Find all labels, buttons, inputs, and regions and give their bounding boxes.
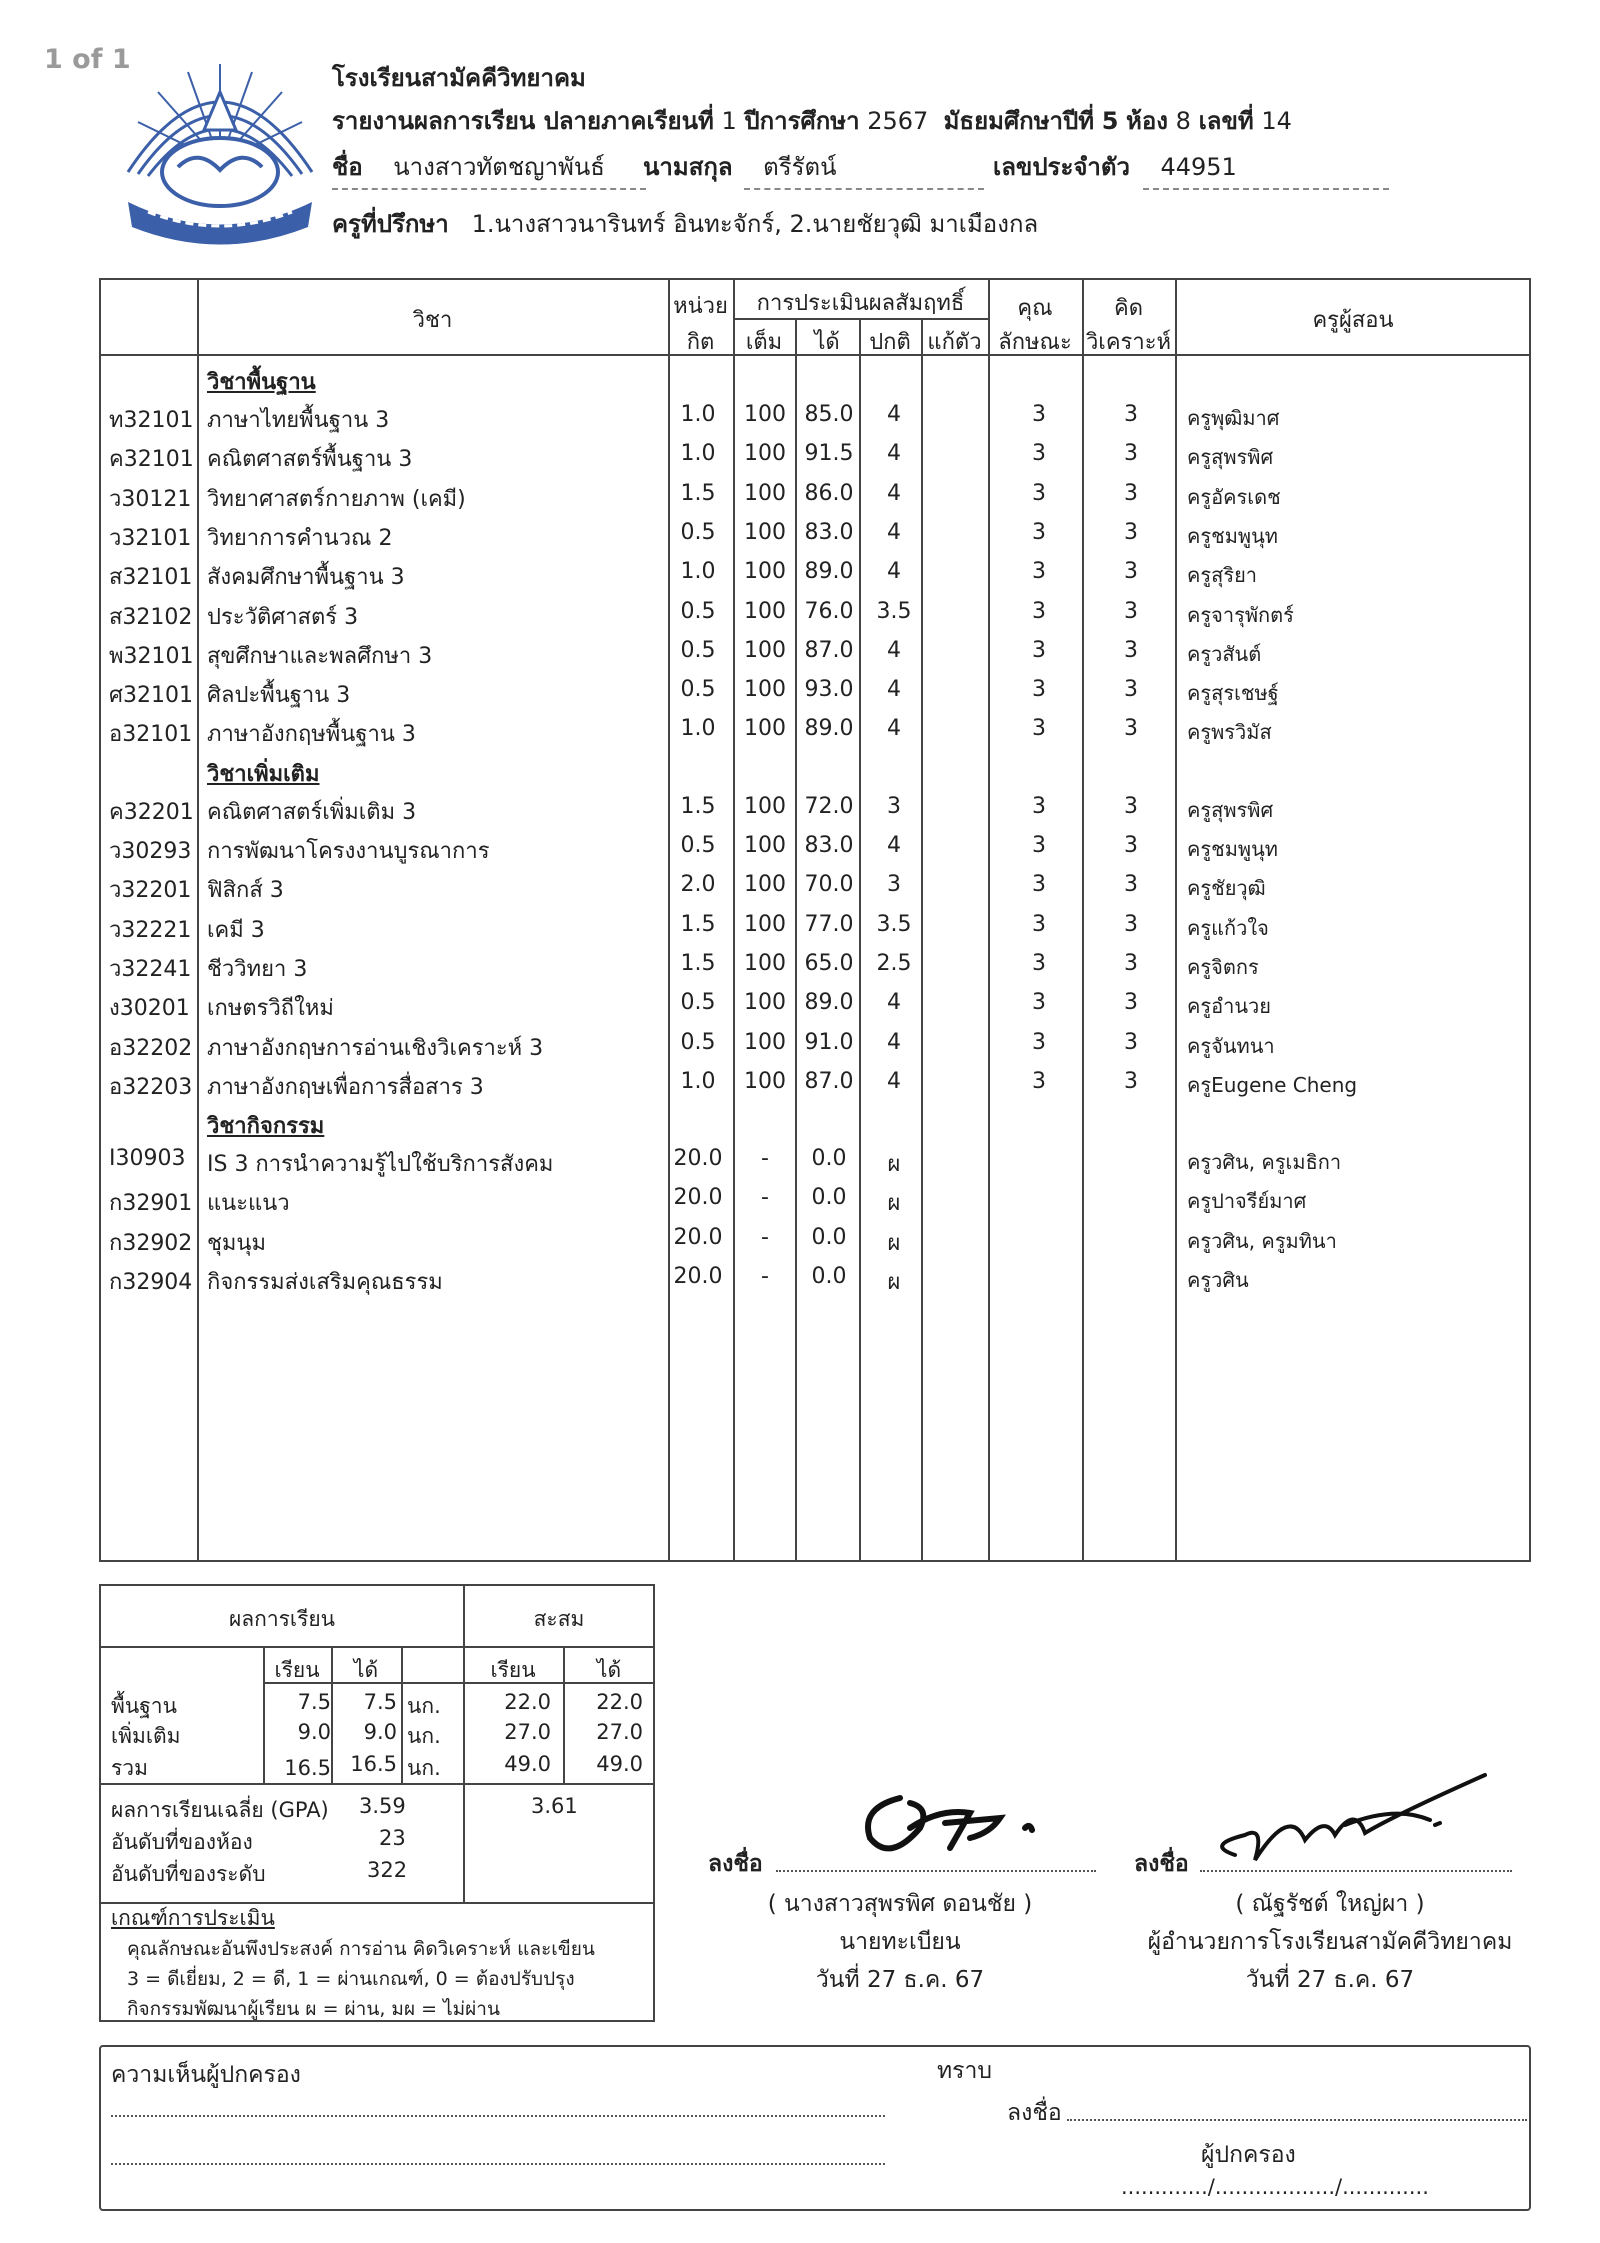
class-rank-label: อันดับที่ของห้อง (111, 1830, 253, 1854)
cell-name: เคมี 3 (207, 917, 265, 943)
cell-name: ภาษาอังกฤษการอ่านเชิงวิเคราะห์ 3 (207, 1035, 544, 1061)
grades-table (99, 278, 1531, 1562)
cell-name: ศิลปะพื้นฐาน 3 (207, 683, 351, 709)
table-row (101, 475, 1533, 513)
cell-teacher: ครูชมพูนุท (1187, 523, 1278, 548)
cell-credit: 0.5 (680, 598, 716, 624)
header-teacher: ครูผู้สอน (1312, 308, 1394, 333)
table-row (101, 1219, 1533, 1257)
cell-full: 100 (744, 441, 786, 467)
cell-char: 3 (1032, 559, 1046, 585)
level-rank-value: 322 (367, 1858, 408, 1882)
cell-full: 100 (744, 950, 786, 976)
cell-got: 89.0 (804, 990, 854, 1016)
cell-think: 3 (1124, 872, 1138, 898)
cell-name: ภาษาไทยพื้นฐาน 3 (207, 408, 390, 433)
cell-got: 87.0 (804, 1068, 854, 1094)
cell-think: 3 (1124, 598, 1138, 624)
cell-normal: ผ (887, 1191, 901, 1217)
summary-cum_studied: 22.0 (504, 1690, 551, 1714)
cell-got: 72.0 (804, 793, 854, 819)
cell-think: 3 (1124, 950, 1138, 976)
cell-code: ว32201 (109, 878, 192, 904)
cell-credit: 1.0 (680, 1068, 716, 1094)
cell-teacher: ครูพุฒิมาศ (1187, 406, 1280, 430)
director-name: ( ณัฐรัชต์ ใหญ่ผา ) (1235, 1891, 1425, 1917)
cell-name: คณิตศาสตร์เพิ่มเติม 3 (207, 799, 417, 825)
table-row (101, 788, 1533, 826)
cell-code: ว30121 (109, 486, 192, 512)
cell-name: กิจกรรมส่งเสริมคุณธรรม (207, 1270, 443, 1295)
cell-think: 3 (1124, 1068, 1138, 1094)
cell-code: ว32241 (109, 956, 192, 982)
cell-normal: 4 (887, 1029, 901, 1055)
acknowledged-label: ทราบ (937, 2058, 993, 2084)
cell-credit: 0.5 (680, 677, 716, 703)
cell-name: วิทยาศาสตร์กายภาพ (เคมี) (207, 486, 466, 512)
cell-teacher: ครูชมพูนุท (1187, 837, 1278, 861)
cell-name: วิทยาการคำนวณ 2 (207, 525, 393, 551)
cell-teacher: ครูอัครเดช (1187, 484, 1281, 509)
summary-cum_studied: 49.0 (504, 1752, 551, 1776)
cell-normal: 4 (887, 559, 901, 585)
cell-code: ส32101 (109, 565, 193, 591)
summary-earned: 9.0 (363, 1720, 397, 1744)
advisor-names: 1.นางสาวนารินทร์ อินทะจักร์, 2.นายชัยวุฒิ มาเมืองกล (471, 210, 1039, 238)
cell-credit: 1.0 (680, 441, 716, 467)
cell-got: 0.0 (811, 1185, 847, 1211)
cumulative-header: สะสม (533, 1607, 585, 1631)
table-row (101, 396, 1533, 434)
parent-sign-line[interactable] (1067, 2119, 1527, 2121)
summary-label: รวม (111, 1756, 148, 1780)
cell-credit: 0.5 (680, 990, 716, 1016)
cell-name: ชุมนุม (207, 1230, 266, 1256)
cell-got: 83.0 (804, 519, 854, 545)
cum-studied-header: เรียน (490, 1658, 536, 1682)
results-header: ผลการเรียน (228, 1607, 336, 1631)
surname-underline (744, 188, 984, 190)
header-credit-2: กิต (686, 330, 715, 355)
cell-name: คณิตศาสตร์พื้นฐาน 3 (207, 447, 413, 473)
summary-unit: นก. (407, 1694, 441, 1718)
cell-teacher: ครูอำนวย (1187, 994, 1271, 1019)
cell-credit: 20.0 (673, 1264, 723, 1289)
cell-name: แนะแนว (207, 1191, 290, 1217)
summary-cum_earned: 49.0 (596, 1752, 643, 1776)
cell-credit: 0.5 (680, 1029, 716, 1055)
cell-code: I30903 (109, 1146, 186, 1172)
section-title: วิชาเพิ่มเติม (207, 761, 320, 787)
cell-got: 70.0 (804, 872, 854, 898)
header-assessment: การประเมินผลสัมฤทธิ์ (756, 291, 965, 316)
cell-char: 3 (1032, 950, 1046, 976)
cell-char: 3 (1032, 480, 1046, 506)
student-surname: ตรีรัตน์ (763, 153, 837, 181)
cell-got: 83.0 (804, 833, 854, 858)
cell-got: 0.0 (811, 1146, 847, 1172)
table-row (101, 1140, 1533, 1178)
summary-cum_studied: 27.0 (504, 1720, 551, 1744)
cell-normal: 4 (887, 441, 901, 467)
cell-teacher: ครูEugene Cheng (1187, 1072, 1358, 1097)
cell-code: ค32201 (109, 799, 194, 825)
summary-label: พื้นฐาน (111, 1694, 177, 1718)
cell-teacher: ครูปาจรีย์มาศ (1187, 1189, 1307, 1214)
school-name: โรงเรียนสามัคคีวิทยาคม (332, 64, 586, 92)
cell-full: 100 (744, 519, 786, 545)
header-subject: วิชา (412, 308, 453, 333)
cell-char: 3 (1032, 872, 1046, 898)
cell-credit: 1.5 (680, 911, 716, 937)
director-title: ผู้อำนวยการโรงเรียนสามัคคีวิทยาคม (1147, 1929, 1513, 1955)
table-row (101, 671, 1533, 709)
cell-credit: 1.0 (680, 559, 716, 585)
cell-code: ท32101 (109, 408, 194, 433)
cum-gpa-value: 3.61 (531, 1794, 578, 1818)
cell-think: 3 (1124, 1029, 1138, 1055)
cell-got: 77.0 (804, 911, 854, 937)
registrar-signature (850, 1768, 1080, 1868)
cell-full: 100 (744, 480, 786, 506)
cell-got: 89.0 (804, 559, 854, 585)
cell-normal: ผ (887, 1270, 901, 1295)
summary-unit: นก. (407, 1756, 441, 1780)
registrar-date: วันที่ 27 ธ.ค. 67 (815, 1967, 985, 1993)
gpa-label: ผลการเรียนเฉลี่ย (GPA) (111, 1798, 329, 1822)
cell-char: 3 (1032, 1029, 1046, 1055)
cell-credit: 0.5 (680, 519, 716, 545)
cell-think: 3 (1124, 402, 1138, 427)
gpa-value: 3.59 (359, 1794, 406, 1818)
table-row (101, 553, 1533, 591)
cell-full: - (761, 1264, 769, 1289)
cell-full: - (761, 1185, 769, 1211)
student-id: 44951 (1160, 153, 1237, 181)
cell-got: 89.0 (804, 716, 854, 742)
parent-date-line: ............./................../............. (1121, 2175, 1429, 2199)
cell-code: ก32902 (109, 1230, 193, 1256)
registrar-name: ( นางสาวสุพรพิศ ดอนชัย ) (767, 1891, 1033, 1917)
cell-got: 86.0 (804, 480, 854, 506)
cell-char: 3 (1032, 911, 1046, 937)
cell-teacher: ครูสุรเชษฐ์ (1187, 681, 1279, 706)
cell-think: 3 (1124, 677, 1138, 703)
cell-credit: 1.5 (680, 950, 716, 976)
cell-code: ว32221 (109, 917, 192, 943)
cell-normal: 4 (887, 990, 901, 1016)
table-row (101, 710, 1533, 748)
cell-got: 0.0 (811, 1224, 847, 1250)
cell-credit: 20.0 (673, 1185, 723, 1211)
cell-code: ศ32101 (109, 683, 193, 709)
cell-char: 3 (1032, 598, 1046, 624)
cell-normal: ผ (887, 1230, 901, 1256)
summary-label: เพิ่มเติม (111, 1724, 181, 1748)
table-row (101, 945, 1533, 983)
director-date: วันที่ 27 ธ.ค. 67 (1245, 1967, 1415, 1993)
table-row (101, 906, 1533, 944)
table-row (101, 435, 1533, 473)
cell-char: 3 (1032, 519, 1046, 545)
cell-got: 85.0 (804, 402, 854, 427)
cell-got: 65.0 (804, 950, 854, 976)
summary-studied: 16.5 (284, 1756, 331, 1780)
header-credit: หน่วย (673, 294, 728, 319)
criteria-line-1: คุณลักษณะอันพึงประสงค์ การอ่าน คิดวิเคราะห์ และเขียน (127, 1938, 595, 1960)
cell-teacher: ครูชัยวุฒิ (1187, 876, 1266, 901)
cell-think: 3 (1124, 911, 1138, 937)
cell-full: 100 (744, 598, 786, 624)
summary-studied: 7.5 (297, 1690, 331, 1714)
cell-credit: 20.0 (673, 1224, 723, 1250)
director-signature (1195, 1765, 1505, 1875)
parent-sign-label: ลงชื่อ (1007, 2100, 1062, 2126)
cell-credit: 20.0 (673, 1146, 723, 1172)
table-row (101, 984, 1533, 1022)
level-rank-label: อันดับที่ของระดับ (111, 1862, 266, 1886)
cell-full: 100 (744, 833, 786, 858)
cell-code: ว32101 (109, 525, 192, 551)
table-row (101, 593, 1533, 631)
cell-normal: 2.5 (876, 950, 912, 976)
cell-char: 3 (1032, 402, 1046, 427)
cell-normal: 4 (887, 637, 901, 663)
cell-credit: 1.5 (680, 480, 716, 506)
cell-char: 3 (1032, 637, 1046, 663)
summary-unit: นก. (407, 1724, 441, 1748)
cell-teacher: ครูสุพรพิศ (1187, 445, 1274, 470)
cell-credit: 0.5 (680, 637, 716, 663)
cell-credit: 0.5 (680, 833, 716, 858)
cell-think: 3 (1124, 990, 1138, 1016)
cell-think: 3 (1124, 559, 1138, 585)
parent-title: ผู้ปกครอง (1201, 2142, 1296, 2168)
page-indicator: 1 of 1 (44, 44, 131, 75)
cell-full: 100 (744, 990, 786, 1016)
student-name-line: ชื่อ นางสาวทัตชญาพันธ์ (332, 153, 605, 181)
advisor-line: ครูที่ปรึกษา 1.นางสาวนารินทร์ อินทะจักร์, 2.นายชัยวุฒิ มาเมืองกล (332, 210, 1039, 238)
cell-name: สังคมศึกษาพื้นฐาน 3 (207, 565, 405, 591)
cell-code: อ32203 (109, 1074, 193, 1100)
id-line: เลขประจำตัว 44951 (993, 153, 1237, 181)
cell-char: 3 (1032, 990, 1046, 1016)
parent-opinion-label: ความเห็นผู้ปกครอง (111, 2062, 301, 2088)
cell-credit: 1.5 (680, 793, 716, 819)
director-sign-line (1200, 1870, 1512, 1872)
cell-teacher: ครูจันทนา (1187, 1033, 1275, 1058)
cell-got: 91.0 (804, 1029, 854, 1055)
cell-normal: 3 (887, 872, 901, 898)
table-row (101, 827, 1533, 865)
cell-full: 100 (744, 872, 786, 898)
cell-normal: 4 (887, 716, 901, 742)
summary-earned: 7.5 (363, 1690, 397, 1714)
cell-think: 3 (1124, 441, 1138, 467)
cell-normal: 4 (887, 833, 901, 858)
header-char-2: ลักษณะ (998, 330, 1072, 355)
cell-name: ภาษาอังกฤษเพื่อการสื่อสาร 3 (207, 1074, 484, 1100)
cell-full: 100 (744, 1068, 786, 1094)
report-title: รายงานผลการเรียน ปลายภาคเรียนที่ 1 ปีการศึกษา 2567 มัธยมศึกษาปีที่ 5 ห้อง 8 เลขที่ 14 (332, 107, 1292, 135)
student-name: นางสาวทัตชญาพันธ์ (393, 153, 605, 181)
cell-full: 100 (744, 716, 786, 742)
cell-code: ค32101 (109, 447, 194, 473)
cell-teacher: ครูสุพรพิศ (1187, 797, 1274, 822)
cell-think: 3 (1124, 716, 1138, 742)
name-underline (332, 188, 646, 190)
cell-normal: ผ (887, 1152, 901, 1178)
cell-normal: 4 (887, 402, 901, 427)
summary-studied: 9.0 (297, 1720, 331, 1744)
cell-char: 3 (1032, 1068, 1046, 1094)
studied-header: เรียน (274, 1658, 320, 1682)
cell-code: ง30201 (109, 996, 190, 1022)
registrar-sign-label: ลงชื่อ (708, 1851, 763, 1877)
cell-credit: 2.0 (680, 872, 716, 898)
cell-code: พ32101 (109, 643, 194, 669)
cell-char: 3 (1032, 677, 1046, 703)
cell-teacher: ครูจิตกร (1187, 954, 1259, 979)
criteria-line-3: กิจกรรมพัฒนาผู้เรียน ผ = ผ่าน, มผ = ไม่ผ่าน (127, 1998, 500, 2020)
section-title: วิชากิจกรรม (207, 1114, 325, 1140)
table-row (101, 632, 1533, 670)
cell-normal: 3.5 (876, 598, 912, 624)
header-normal: ปกติ (869, 330, 911, 355)
cell-got: 87.0 (804, 637, 854, 663)
cell-normal: 4 (887, 519, 901, 545)
cell-full: 100 (744, 637, 786, 663)
id-underline (1143, 188, 1389, 190)
cell-name: IS 3 การนำความรู้ไปใช้บริการสังคม (207, 1152, 554, 1178)
cell-think: 3 (1124, 519, 1138, 545)
cell-normal: 4 (887, 1068, 901, 1094)
cell-name: ภาษาอังกฤษพื้นฐาน 3 (207, 722, 416, 748)
cell-code: ก32904 (109, 1270, 193, 1295)
cell-code: ก32901 (109, 1191, 193, 1217)
cell-teacher: ครูสุริยา (1187, 563, 1258, 588)
parent-box (99, 2045, 1531, 2211)
cell-char: 3 (1032, 833, 1046, 858)
cell-code: อ32202 (109, 1035, 193, 1061)
header-fix: แก้ตัว (927, 330, 982, 355)
school-logo (108, 52, 332, 250)
cell-got: 91.5 (804, 441, 854, 467)
header-char: คุณ (1017, 296, 1053, 321)
table-row (101, 514, 1533, 552)
cell-think: 3 (1124, 833, 1138, 858)
summary-earned: 16.5 (350, 1752, 397, 1776)
cell-name: การพัฒนาโครงงานบูรณาการ (207, 839, 490, 864)
cell-got: 0.0 (811, 1264, 847, 1289)
cell-got: 93.0 (804, 677, 854, 703)
cell-think: 3 (1124, 637, 1138, 663)
cell-normal: 3 (887, 793, 901, 819)
cell-teacher: ครูวศิน (1187, 1268, 1249, 1292)
table-row (101, 1258, 1533, 1296)
header-think: คิด (1113, 296, 1143, 321)
cell-credit: 1.0 (680, 716, 716, 742)
cell-name: ฟิสิกส์ 3 (207, 878, 284, 904)
header-got: ได้ (814, 330, 840, 355)
cell-full: 100 (744, 1029, 786, 1055)
cell-full: 100 (744, 911, 786, 937)
cell-full: - (761, 1224, 769, 1250)
cum-earned-header: ได้ (596, 1658, 622, 1682)
registrar-title: นายทะเบียน (839, 1929, 961, 1955)
registrar-sign-line (776, 1870, 1096, 1872)
cell-code: ส32102 (109, 604, 193, 630)
table-row (101, 866, 1533, 904)
cell-got: 76.0 (804, 598, 854, 624)
cell-think: 3 (1124, 793, 1138, 819)
earned-header: ได้ (353, 1658, 379, 1682)
cell-teacher: ครูจารุพักตร์ (1187, 602, 1294, 627)
cell-full: 100 (744, 559, 786, 585)
cell-char: 3 (1032, 716, 1046, 742)
cell-full: 100 (744, 793, 786, 819)
criteria-title: เกณฑ์การประเมิน (111, 1906, 275, 1930)
table-row (101, 1179, 1533, 1217)
table-row (101, 1024, 1533, 1062)
cell-credit: 1.0 (680, 402, 716, 427)
cell-teacher: ครูวศิน, ครูมทินา (1187, 1228, 1337, 1253)
cell-think: 3 (1124, 480, 1138, 506)
cell-name: เกษตรวิถีใหม่ (207, 996, 334, 1022)
cell-normal: 4 (887, 677, 901, 703)
cell-char: 3 (1032, 441, 1046, 467)
cell-name: สุขศึกษาและพลศึกษา 3 (207, 643, 433, 669)
surname-line: นามสกุล ตรีรัตน์ (643, 153, 837, 181)
opinion-line-2[interactable] (111, 2163, 885, 2165)
cell-char: 3 (1032, 793, 1046, 819)
cell-full: - (761, 1146, 769, 1172)
cell-teacher: ครูวสันต์ (1187, 641, 1262, 666)
cell-teacher: ครูวศิน, ครูเมธิกา (1187, 1150, 1342, 1175)
criteria-line-2: 3 = ดีเยี่ยม, 2 = ดี, 1 = ผ่านเกณฑ์, 0 = ต้องปรับปรุง (127, 1968, 575, 1990)
cell-teacher: ครูพรวิมัส (1187, 720, 1272, 745)
summary-box (99, 1584, 655, 2022)
director-sign-label: ลงชื่อ (1134, 1851, 1189, 1877)
header-full: เต็ม (745, 330, 783, 355)
table-row (101, 1063, 1533, 1101)
cell-full: 100 (744, 402, 786, 427)
summary-cum_earned: 27.0 (596, 1720, 643, 1744)
cell-name: ประวัติศาสตร์ 3 (207, 604, 359, 630)
header-think-2: วิเคราะห์ (1085, 330, 1172, 355)
section-title: วิชาพื้นฐาน (207, 370, 316, 395)
cell-normal: 4 (887, 480, 901, 506)
cell-name: ชีววิทยา 3 (207, 956, 308, 982)
cell-code: อ32101 (109, 722, 193, 748)
summary-cum_earned: 22.0 (596, 1690, 643, 1714)
cell-normal: 3.5 (876, 911, 912, 937)
cell-full: 100 (744, 677, 786, 703)
cell-code: ว30293 (109, 839, 192, 864)
class-rank-value: 23 (379, 1826, 406, 1850)
opinion-line-1[interactable] (111, 2115, 885, 2117)
cell-teacher: ครูแก้วใจ (1187, 915, 1269, 940)
